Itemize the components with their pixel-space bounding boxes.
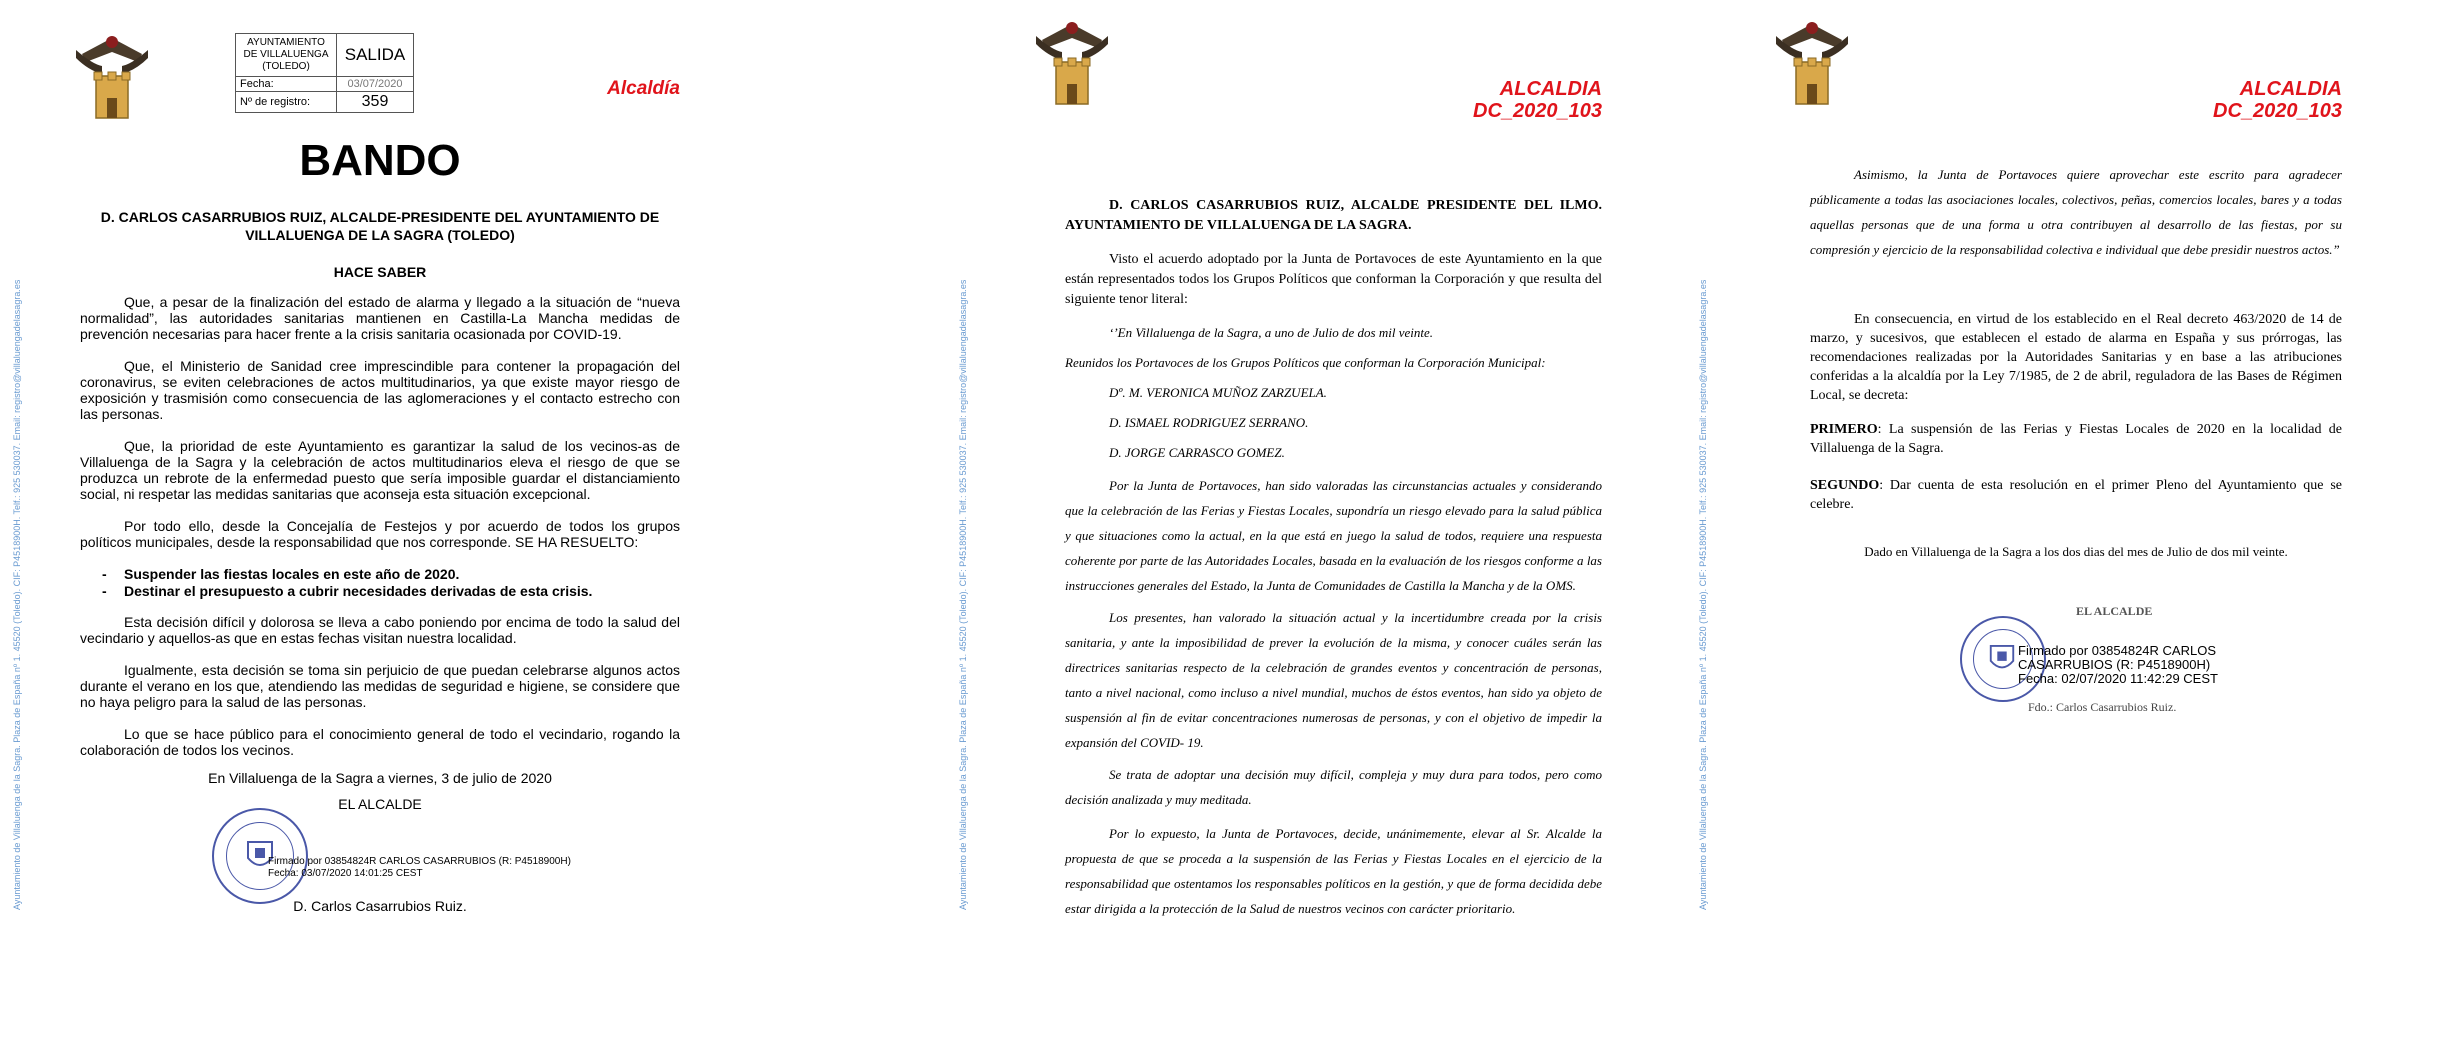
trata-paragraph: Se trata de adoptar una decisión muy difícil, compleja y muy dura para todos, pero como decisión analizada y muy meditada. xyxy=(1065,767,1602,807)
resolution-2: Destinar el presupuesto a cubrir necesidades derivadas de esta crisis. xyxy=(124,583,593,599)
segundo-text: : Dar cuenta de esta resolución en el primer Pleno del Ayuntamiento que se celebre. xyxy=(1810,478,2342,512)
signer-name: D. Carlos Casarrubios Ruiz. xyxy=(293,898,467,914)
document-subtitle: D. CARLOS CASARRUBIOS RUIZ, ALCALDE-PRESIDENTE DEL AYUNTAMIENTO DE VILLALUENGA DE LA SAGRA (TOLEDO) xyxy=(100,209,660,243)
side-address-text: Ayuntamiento de Villaluenga de la Sagra. Plaza de España nº 1. 45520 (Toledo). CIF: P4518900H. Telf.: 925 530037. Email: registro@villaluengadelasagra.es xyxy=(1698,279,1708,910)
list-bullet: - xyxy=(102,566,107,582)
decree-code: DC_2020_103 xyxy=(1473,100,1602,122)
registry-number: 359 xyxy=(337,92,414,113)
signature-line-1: Firmado por 03854824R CARLOS xyxy=(2018,643,2216,658)
hace-saber: HACE SABER xyxy=(333,264,427,280)
resolution-1: Suspender las fiestas locales en este año de 2020. xyxy=(124,566,460,582)
dado-line: Dado en Villaluenga de la Sagra a los dos dias del mes de Julio de dos mil veinte. xyxy=(1864,544,2288,559)
paragraph-1: Que, a pesar de la finalización del estado de alarma y llegado a la situación de “nueva normalidad”, las autoridades sanitarias mantienen en Castilla-La Mancha medidas de prevención necesarias para hacer frente a la crisis sanitaria ocasionada por COVID-19. xyxy=(80,294,680,342)
page-decreto-2 xyxy=(1700,0,2440,1052)
signature-line-2: Fecha: 03/07/2020 14:01:25 CEST xyxy=(268,868,423,879)
list-item xyxy=(102,583,592,600)
resolution-list xyxy=(102,566,592,600)
side-address-text: Ayuntamiento de Villaluenga de la Sagra. Plaza de España nº 1. 45520 (Toledo). CIF: P4518900H. Telf.: 925 530037. Email: registro@villaluengadelasagra.es xyxy=(958,279,968,910)
header-alcaldia: ALCALDIA xyxy=(2239,78,2342,100)
signer-name: Fdo.: Carlos Casarrubios Ruiz. xyxy=(2028,700,2177,714)
coat-of-arms-icon xyxy=(72,32,152,124)
signature-line-2: CASARRUBIOS (R: P4518900H) xyxy=(2018,657,2211,672)
list-item xyxy=(102,566,592,583)
acta-opening: ‘’En Villaluenga de la Sagra, a uno de Julio de dos mil veinte. xyxy=(1109,325,1433,340)
reunidos-line: Reunidos los Portavoces de los Grupos Políticos que conforman la Corporación Municipal: xyxy=(1065,355,1546,370)
digital-signature xyxy=(268,856,571,880)
decree-code: DC_2020_103 xyxy=(2213,100,2342,122)
paragraph-7: Lo que se hace público para el conocimiento general de todo el vecindario, rogando la colaboración de todos los vecinos. xyxy=(80,726,680,758)
list-bullet: - xyxy=(102,583,107,599)
el-alcalde-label: EL ALCALDE xyxy=(338,796,422,812)
header-alcaldia: ALCALDIA xyxy=(1499,78,1602,100)
side-address-text: Ayuntamiento de Villaluenga de la Sagra. Plaza de España nº 1. 45520 (Toledo). CIF: P4518900H. Telf.: 925 530037. Email: registro@villaluengadelasagra.es xyxy=(12,279,22,910)
signature-line-3: Fecha: 02/07/2020 11:42:29 CEST xyxy=(2018,671,2218,686)
asimismo-paragraph: Asimismo, la Junta de Portavoces quiere aprovechar este escrito para agradecer públicamente a todas las asociaciones locales, colectivos, peñas, comercios locales, bares y a todas aquellas personas que de una forma u otra contribuyen al desarrollo de las fiestas, por su compresión y ejercicio de la responsabilidad colectiva e individual que debe presidir nuestros actos.” xyxy=(1810,167,2342,257)
primero-label: PRIMERO xyxy=(1810,422,1878,437)
coat-of-arms-icon xyxy=(1032,18,1112,110)
el-alcalde-label: EL ALCALDE xyxy=(2076,604,2153,618)
primero-paragraph xyxy=(1810,420,2342,458)
primero-text: : La suspensión de las Ferias y Fiestas Locales de 2020 en la localidad de Villaluenga de la Sagra. xyxy=(1810,422,2342,456)
registry-date-label: Fecha: xyxy=(236,77,337,92)
signature-line-1: Firmado por 03854824R CARLOS CASARRUBIOS (R: P4518900H) xyxy=(268,856,571,867)
paragraph-6: Igualmente, esta decisión se toma sin perjuicio de que puedan celebrarse algunos actos durante el verano en los que, atendiendo las medidas de seguridad e higiene, se considere que no haya peligro para la salud de las personas. xyxy=(80,662,680,710)
paragraph-5: Esta decisión difícil y dolorosa se lleva a cabo poniendo por encima de todo la salud del vecindario y aquellos-as que en estas fechas visitan nuestra localidad. xyxy=(80,614,680,646)
header-block xyxy=(1380,78,1602,122)
document-title: BANDO xyxy=(299,136,461,185)
place-date: En Villaluenga de la Sagra a viernes, 3 de julio de 2020 xyxy=(208,770,552,786)
header-alcaldia: Alcaldía xyxy=(607,78,680,99)
consecuencia-paragraph: En consecuencia, en virtud de los establecido en el Real decreto 463/2020 de 14 de marzo, y sucesivos, que establecen el estado de alarma en España y sus prórrogas, las recomendaciones realizadas por la Autoridades Sanitarias y en base a las atribuciones conferidas a la alcaldía por la Ley 7/1985, de 2 de abril, reguladora de las Bases de Régimen Local, se decreta: xyxy=(1810,312,2342,403)
expuesto-paragraph: Por lo expuesto, la Junta de Portavoces, decide, unánimemente, elevar al Sr. Alcalde la propuesta de que se proceda a la suspensión de las Ferias y Fiestas Locales en el ejercicio de la responsabilidad que ostentamos los responsables políticos en la gestión, y que de forma decidida debe estar dirigida a la protección de la Salud de nuestros vecinos con carácter prioritario. xyxy=(1065,826,1602,916)
page-decreto-1 xyxy=(960,0,1700,1052)
header-block xyxy=(2120,78,2342,122)
presentes-paragraph: Los presentes, han valorado la situación actual y la incertidumbre creada por la crisis sanitaria, y ante la imposibilidad de prever la evolución de la misma, y conocer cuáles serán las directrices sanitarias respecto de la celebración de grandes eventos y concentración de personas, tanto a nivel nacional, como incluso a nivel mundial, muchos de éstos eventos, han sido ya objeto de suspensión al fin de evitar concentraciones numerosas de personas, y con el objetivo de impedir la expansión del COVID- 19. xyxy=(1065,610,1602,750)
registry-number-label: Nº de registro: xyxy=(236,92,337,113)
registry-date: 03/07/2020 xyxy=(337,77,414,92)
acta-body xyxy=(1065,323,1602,921)
portavoz-1: Dº. M. VERONICA MUÑOZ ZARZUELA. xyxy=(1109,385,1327,400)
registry-stamp xyxy=(235,33,414,113)
paragraph-4: Por todo ello, desde la Concejalía de Festejos y por acuerdo de todos los grupos políticos municipales, desde la responsabilidad que nos corresponde. SE HA RESUELTO: xyxy=(80,518,680,550)
portavoz-3: D. JORGE CARRASCO GOMEZ. xyxy=(1109,445,1285,460)
page-bando xyxy=(0,0,960,1052)
paragraph-3: Que, la prioridad de este Ayuntamiento es garantizar la salud de los vecinos-as de Villaluenga de la Sagra y la celebración de actos multitudinarios eleva el riesgo de que se produzca un rebrote de la enfermedad puesto que sería imposible guardar el distanciamiento social, ni respetar las medidas sanitarias que aconseja esta situación excepcional. xyxy=(80,438,680,502)
segundo-label: SEGUNDO xyxy=(1810,478,1880,493)
visto-paragraph: Visto el acuerdo adoptado por la Junta de Portavoces de este Ayuntamiento en la que están representados todos los Grupos Políticos que conforman la Corporación y que resulta del siguiente tenor literal: xyxy=(1065,252,1602,307)
coat-of-arms-icon xyxy=(1772,18,1852,110)
portavoz-2: D. ISMAEL RODRIGUEZ SERRANO. xyxy=(1109,415,1309,430)
decree-heading: D. CARLOS CASARRUBIOS RUIZ, ALCALDE PRESIDENTE DEL ILMO. AYUNTAMIENTO DE VILLALUENGA DE LA SAGRA. xyxy=(1065,198,1602,233)
paragraph-2: Que, el Ministerio de Sanidad cree imprescindible para contener la propagación del coronavirus, se eviten celebraciones de actos multitudinarios, ya que existe mayor riesgo de exposición y trasmisión como consecuencia de las aglomeraciones y el contacto estrecho con las personas. xyxy=(80,358,680,422)
digital-signature xyxy=(2018,644,2218,686)
junta-paragraph: Por la Junta de Portavoces, han sido valoradas las circunstancias actuales y considerando que la celebración de las Ferias y Fiestas Locales, supondría un riesgo elevado para la salud pública y que situaciones como la actual, en la que está en juego la salud de todos, requiere una respuesta coherente por parte de las Autoridades Locales, basada en la evaluación de los riesgos conforme a las instrucciones generales del Estado, la Junta de Comunidades de Castilla la Mancha y de la OMS. xyxy=(1065,478,1602,593)
registry-org: AYUNTAMIENTO DE VILLALUENGA (TOLEDO) xyxy=(236,34,337,77)
registry-type: SALIDA xyxy=(337,34,414,77)
segundo-paragraph xyxy=(1810,476,2342,514)
